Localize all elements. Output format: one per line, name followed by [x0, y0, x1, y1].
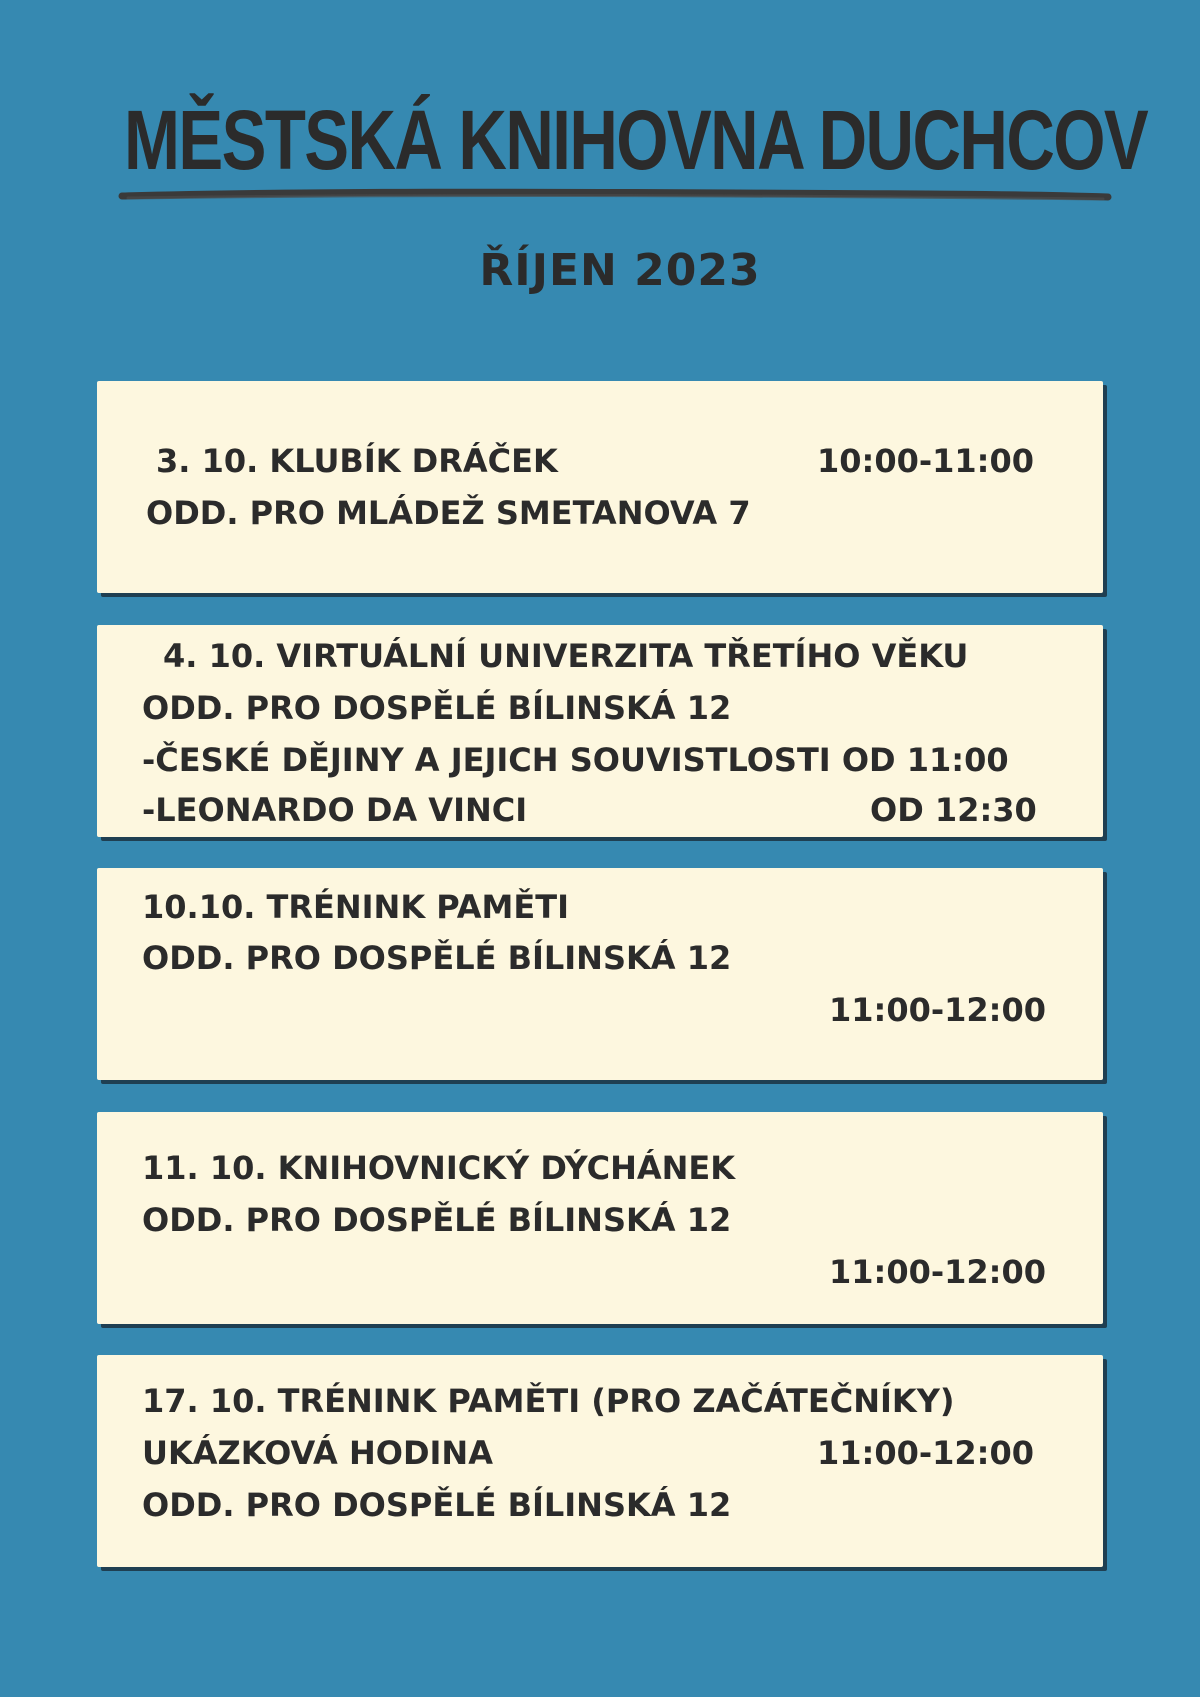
event-time: 11:00-12:00 — [829, 1253, 1046, 1291]
event-lecture: -LEONARDO DA VINCI — [142, 791, 528, 829]
event-date-title: 4. 10. VIRTUÁLNÍ UNIVERZITA TŘETÍHO VĚKU — [163, 637, 969, 675]
page-title: MĚSTSKÁ KNIHOVNA DUCHCOV — [124, 93, 1148, 187]
event-lecture-time: OD 12:30 — [870, 791, 1037, 829]
event-card — [97, 1355, 1103, 1567]
event-date-title: 3. 10. KLUBÍK DRÁČEK — [156, 442, 558, 480]
event-subtitle: UKÁZKOVÁ HODINA — [142, 1434, 493, 1472]
event-date-title: 10.10. TRÉNINK PAMĚTI — [142, 888, 569, 926]
event-location: ODD. PRO DOSPĚLÉ BÍLINSKÁ 12 — [142, 1486, 732, 1524]
event-time: 11:00-12:00 — [829, 991, 1046, 1029]
month-heading: ŘÍJEN 2023 — [479, 245, 761, 296]
title-underline — [118, 188, 1112, 202]
event-time: 11:00-12:00 — [817, 1434, 1034, 1472]
event-time: 10:00-11:00 — [817, 442, 1034, 480]
event-card — [97, 625, 1103, 837]
event-card — [97, 381, 1103, 593]
event-lecture: -ČESKÉ DĚJINY A JEJICH SOUVISTLOSTI OD 11:00 — [142, 741, 1009, 779]
event-card — [97, 1112, 1103, 1324]
event-location: ODD. PRO MLÁDEŽ SMETANOVA 7 — [146, 494, 751, 532]
event-location: ODD. PRO DOSPĚLÉ BÍLINSKÁ 12 — [142, 1201, 732, 1239]
event-date-title: 11. 10. KNIHOVNICKÝ DÝCHÁNEK — [142, 1149, 736, 1187]
event-location: ODD. PRO DOSPĚLÉ BÍLINSKÁ 12 — [142, 939, 732, 977]
event-location: ODD. PRO DOSPĚLÉ BÍLINSKÁ 12 — [142, 689, 732, 727]
event-card — [97, 868, 1103, 1080]
event-date-title: 17. 10. TRÉNINK PAMĚTI (PRO ZAČÁTEČNÍKY) — [142, 1382, 955, 1420]
